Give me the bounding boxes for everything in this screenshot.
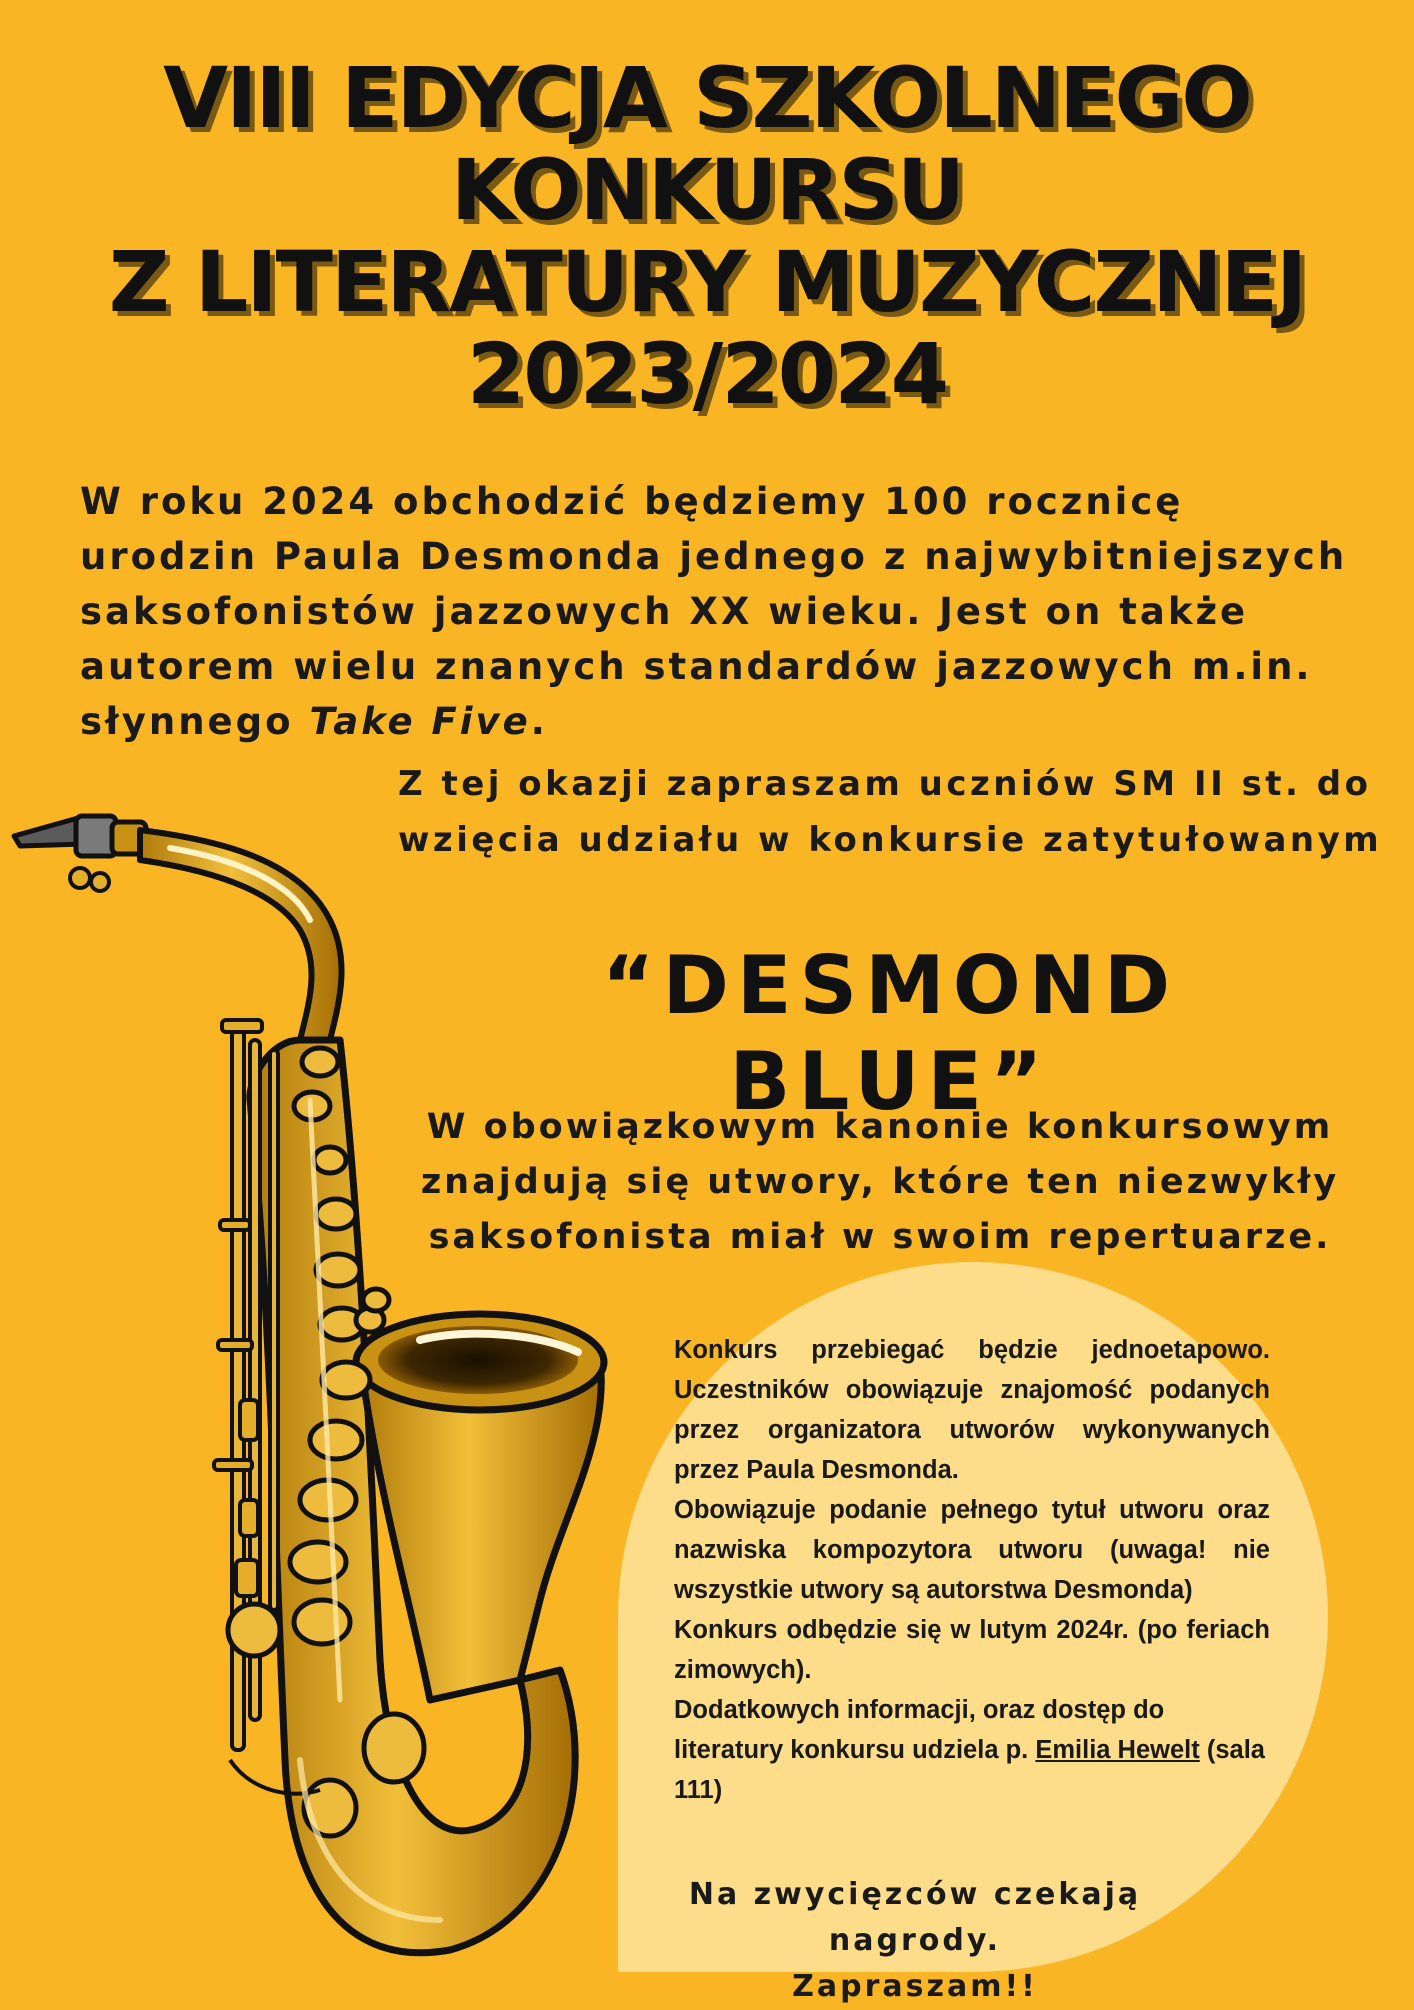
closing-text [620,1872,1210,2010]
rules-paragraph-1: Konkurs przebiegać będzie jednoetapowo. Uczestników obowiązuje znajomość podanych przez organizatora utworów wykonywanych przez Paula Desmonda. [674,1336,1270,1484]
rules-paragraph-2: Obowiązuje podanie pełnego tytuł utworu oraz nazwiska kompozytora utworu (uwaga! nie wszystkie utwory są autorstwa Desmonda) [674,1496,1270,1604]
title-line-2: KONKURSU [450,141,964,239]
rules-contact-text: Dodatkowych informacji, oraz dostęp do literatury konkursu udziela p. [674,1696,1165,1764]
invite-line-2: wzięcia udziału w konkursie zatytułowanym [398,820,1383,860]
title-line-4: 2023/2024 [466,325,948,423]
poster-title [0,49,1414,423]
rules-block [674,1330,1270,1810]
title-line-1: VIII EDYCJA SZKOLNEGO [163,49,1251,147]
competition-headline: “DESMOND BLUE” [601,939,1179,1128]
closing-line-1: Na zwycięzców czekają nagrody. [688,1877,1142,1958]
canon-line-3: saksofonista miał w swoim repertuarze. [428,1217,1332,1257]
mouthpiece-icon [14,816,146,891]
contact-person-name: Emilia Hewelt [1035,1736,1200,1764]
intro-end: . [530,700,548,743]
canon-line-2: znajdują się utwory, które ten niezwykły [420,1162,1340,1202]
title-line-3: Z LITERATURY MUZYCZNEJ [108,233,1306,331]
rules-room: (sala 111) [674,1736,1265,1804]
rules-paragraph-3: Konkurs odbędzie się w lutym 2024r. (po feriach zimowych). [674,1616,1270,1684]
canon-line-1: W obowiązkowym kanonie konkursowym [426,1107,1334,1147]
invite-line-1: Z tej okazji zapraszam uczniów SM II st. do [398,764,1372,804]
saxophone-illustration [0,800,640,1980]
closing-line-2: Zapraszam!! [792,1969,1038,2004]
intro-text: W roku 2024 obchodzić będziemy 100 rocznicę urodzin Paula Desmonda jednego z najwybitniejszych saksofonistów jazzowych XX wieku. Jest on także autorem wielu znanych standardów jazzowych m.in. słynnego [80,480,1348,743]
intro-paragraph [80,474,1360,749]
rules-paragraph-4 [674,1690,1270,1810]
sax-neck [140,830,342,1040]
intro-work-title: Take Five [309,700,531,743]
